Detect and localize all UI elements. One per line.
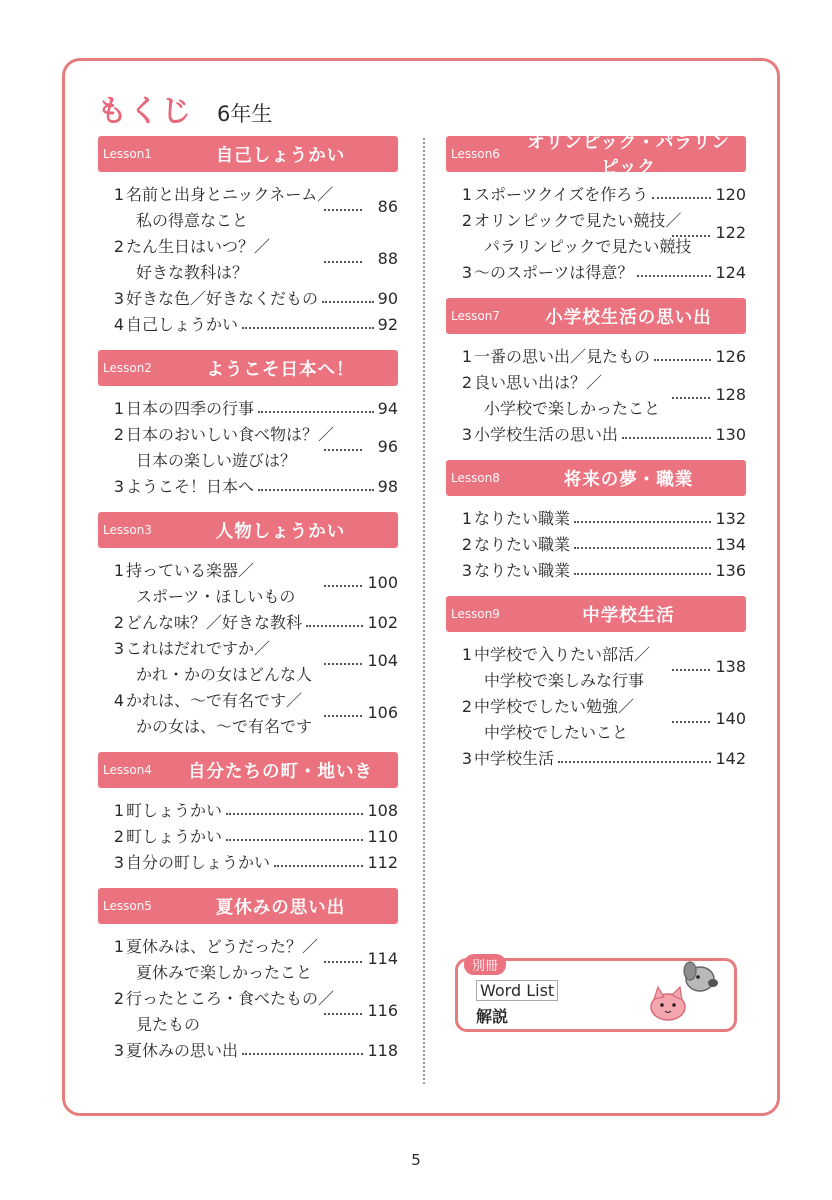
lesson-tag: Lesson5 xyxy=(103,899,152,913)
entry-number: 4 xyxy=(113,691,124,710)
page-header xyxy=(97,86,272,130)
toc-entry[interactable] xyxy=(446,642,746,694)
entry-number: 2 xyxy=(461,697,472,716)
entry-title: 中学校生活 xyxy=(474,749,555,768)
lesson-header xyxy=(98,752,398,788)
entry-title: スポーツクイズを作ろう xyxy=(474,185,649,204)
entry-number: 4 xyxy=(113,315,124,334)
toc-entry[interactable] xyxy=(98,1038,398,1064)
entry-page-number: 112 xyxy=(367,853,398,872)
cat-illustration xyxy=(651,987,685,1020)
entry-subtitle: 私の得意なこと xyxy=(136,211,249,230)
toc-entry[interactable] xyxy=(446,182,746,208)
entry-number: 2 xyxy=(113,613,124,632)
lesson-header xyxy=(446,133,746,178)
entry-page-number: 138 xyxy=(715,657,746,676)
leader-dots xyxy=(226,798,363,815)
dog-illustration xyxy=(684,962,718,991)
lesson-tag: Lesson8 xyxy=(451,471,500,485)
entry-page-number: 104 xyxy=(367,651,398,670)
entry-number: 1 xyxy=(113,185,124,204)
entry-number: 1 xyxy=(113,399,124,418)
entry-title: かれは、～で有名です／ xyxy=(126,691,303,710)
lesson-tag: Lesson7 xyxy=(451,309,500,323)
toc-entry[interactable] xyxy=(446,422,746,448)
toc-entry[interactable] xyxy=(98,934,398,986)
entry-subtitle: 中学校で楽しみな行事 xyxy=(484,671,645,690)
entry-number: 1 xyxy=(113,801,124,820)
toc-entry[interactable] xyxy=(446,344,746,370)
toc-entry[interactable] xyxy=(446,506,746,532)
wordlist-label: Word List xyxy=(476,980,558,1001)
entry-number: 1 xyxy=(113,561,124,580)
animal-illustration xyxy=(638,957,728,1027)
entry-number: 3 xyxy=(461,263,472,282)
entry-labels xyxy=(474,506,570,532)
toc-entry[interactable] xyxy=(98,986,398,1038)
entry-page-number: 130 xyxy=(715,425,746,444)
toc-entry[interactable] xyxy=(446,370,746,422)
entry-number: 1 xyxy=(461,645,472,664)
entry-number: 3 xyxy=(461,749,472,768)
entry-title: どんな味？／好きな教科 xyxy=(126,613,303,632)
entry-page-number: 86 xyxy=(377,197,398,216)
entry-subtitle: 夏休みで楽しかったこと xyxy=(136,963,313,982)
entry-page-number: 126 xyxy=(715,347,746,366)
entry-title: ようこそ！日本へ xyxy=(126,477,255,496)
leader-dots xyxy=(654,344,711,361)
leader-dots xyxy=(324,246,362,263)
entry-subtitle: 中学校でしたいこと xyxy=(484,723,629,742)
entry-title: たん生日はいつ？／ xyxy=(126,237,271,256)
entry-subtitle: 好きな教科は？ xyxy=(136,263,249,282)
entry-labels xyxy=(474,182,648,208)
lesson-header xyxy=(446,596,746,632)
leader-dots xyxy=(324,194,362,211)
toc-entry[interactable] xyxy=(98,850,398,876)
lesson-title: 小学校生活の思い出 xyxy=(545,307,712,328)
entry-number: 3 xyxy=(461,425,472,444)
lesson-title: 人物しょうかい xyxy=(215,521,346,542)
lesson-title: 自分たちの町・地いき xyxy=(188,761,373,782)
column-divider xyxy=(423,138,425,1084)
lesson-tag: Lesson2 xyxy=(103,361,152,375)
toc-entry[interactable] xyxy=(446,208,746,260)
toc-left-column xyxy=(98,136,398,1076)
lesson-header xyxy=(446,460,746,496)
lesson-section xyxy=(98,136,398,338)
entry-title: 自分の町しょうかい xyxy=(126,853,271,872)
entry-title: 名前と出身とニックネーム／ xyxy=(126,185,334,204)
lesson-header xyxy=(446,298,746,334)
entry-labels xyxy=(126,396,254,422)
leader-dots xyxy=(672,382,710,399)
toc-entry[interactable] xyxy=(98,610,398,636)
page-title: もくじ xyxy=(97,94,193,129)
entry-page-number: 108 xyxy=(367,801,398,820)
entry-number: 1 xyxy=(461,509,472,528)
entry-number: 2 xyxy=(113,827,124,846)
entry-title: ～のスポーツは得意？ xyxy=(474,263,634,282)
lesson-header xyxy=(98,512,398,548)
entry-number: 3 xyxy=(113,289,124,308)
entry-title: 町しょうかい xyxy=(126,827,223,846)
entry-title: 良い思い出は？／ xyxy=(474,373,603,392)
lesson-header xyxy=(98,136,398,172)
entry-page-number: 102 xyxy=(367,613,398,632)
leader-dots xyxy=(574,532,711,549)
toc-entry[interactable] xyxy=(98,636,398,688)
entry-number: 2 xyxy=(113,237,124,256)
leader-dots xyxy=(324,648,362,665)
entry-subtitle: かれ・かの女はどんな人 xyxy=(136,665,313,684)
leader-dots xyxy=(672,706,710,723)
entry-title: 夏休みは、どうだった？／ xyxy=(126,937,319,956)
leader-dots xyxy=(274,850,363,867)
entry-number: 2 xyxy=(113,989,124,1008)
leader-dots xyxy=(226,824,363,841)
entry-title: 行ったところ・食べたもの／ xyxy=(126,989,335,1008)
leader-dots xyxy=(242,312,374,329)
entry-title: なりたい職業 xyxy=(474,509,571,528)
entry-labels xyxy=(474,260,633,286)
entry-title: 小学校生活の思い出 xyxy=(474,425,619,444)
entry-labels xyxy=(126,312,238,338)
lesson-header xyxy=(98,350,398,386)
entry-subtitle: 日本の楽しい遊びは？ xyxy=(136,451,297,470)
leader-dots xyxy=(672,654,710,671)
entry-title: 中学校で入りたい部活／ xyxy=(474,645,651,664)
leader-dots xyxy=(324,946,362,963)
entry-page-number: 98 xyxy=(377,477,398,496)
leader-dots xyxy=(574,506,711,523)
entry-title: 好きな色／好きなくだもの xyxy=(126,289,319,308)
toc-entry[interactable] xyxy=(446,558,746,584)
entry-page-number: 114 xyxy=(367,949,398,968)
toc-entry[interactable] xyxy=(98,558,398,610)
entry-page-number: 90 xyxy=(377,289,398,308)
leader-dots xyxy=(652,182,711,199)
lesson-title: 夏休みの思い出 xyxy=(215,897,346,918)
entry-title: 日本のおいしい食べ物は？／ xyxy=(126,425,335,444)
grade-label: 6年生 xyxy=(217,102,273,126)
leader-dots xyxy=(322,286,374,303)
leader-dots xyxy=(622,422,711,439)
entry-labels xyxy=(126,824,222,850)
leader-dots xyxy=(324,434,362,451)
toc-entry[interactable] xyxy=(98,312,398,338)
entry-number: 2 xyxy=(461,535,472,554)
supplement-box xyxy=(455,958,737,1032)
entry-page-number: 96 xyxy=(377,437,398,456)
supplement-tag: 別冊 xyxy=(464,954,506,975)
page-number: 5 xyxy=(411,1151,421,1169)
entry-labels xyxy=(126,474,254,500)
entry-number: 1 xyxy=(461,347,472,366)
entry-number: 2 xyxy=(461,373,472,392)
entry-labels xyxy=(126,798,222,824)
entry-subtitle: 小学校で楽しかったこと xyxy=(484,399,661,418)
toc-entry[interactable] xyxy=(98,182,398,234)
lesson-tag: Lesson4 xyxy=(103,763,152,777)
entry-page-number: 120 xyxy=(715,185,746,204)
entry-title: 持っている楽器／ xyxy=(126,561,255,580)
entry-page-number: 94 xyxy=(377,399,398,418)
entry-number: 3 xyxy=(113,853,124,872)
toc-entry[interactable] xyxy=(446,694,746,746)
entry-page-number: 136 xyxy=(715,561,746,580)
entry-page-number: 132 xyxy=(715,509,746,528)
lesson-section xyxy=(446,298,746,448)
entry-labels xyxy=(126,610,302,636)
entry-page-number: 122 xyxy=(715,223,746,242)
entry-page-number: 92 xyxy=(377,315,398,334)
entry-page-number: 124 xyxy=(715,263,746,282)
leader-dots xyxy=(324,700,362,717)
toc-right-column xyxy=(446,133,746,784)
supplement-item-commentary: 解説 xyxy=(476,1007,509,1026)
leader-dots xyxy=(324,570,362,587)
toc-entry[interactable] xyxy=(98,422,398,474)
entry-number: 2 xyxy=(461,211,472,230)
toc-entry[interactable] xyxy=(446,746,746,772)
toc-entry[interactable] xyxy=(98,474,398,500)
lesson-title: 自己しょうかい xyxy=(215,145,346,166)
entry-title: 日本の四季の行事 xyxy=(126,399,255,418)
entry-number: 1 xyxy=(113,937,124,956)
lesson-title: 中学校生活 xyxy=(582,605,675,626)
entry-number: 3 xyxy=(113,1041,124,1060)
lesson-title: 将来の夢・職業 xyxy=(563,469,694,490)
lesson-section xyxy=(446,133,746,286)
entry-labels xyxy=(126,1038,238,1064)
entry-page-number: 88 xyxy=(377,249,398,268)
entry-page-number: 116 xyxy=(367,1001,398,1020)
toc-entry[interactable] xyxy=(98,286,398,312)
entry-labels xyxy=(474,344,650,370)
lesson-title: オリンピック・パラリンピック xyxy=(527,133,730,178)
leader-dots xyxy=(574,558,711,575)
entry-title: 自己しょうかい xyxy=(126,315,239,334)
entry-subtitle: 見たもの xyxy=(136,1015,201,1034)
toc-entry[interactable] xyxy=(446,532,746,558)
entry-number: 3 xyxy=(113,639,124,658)
entry-labels xyxy=(126,850,270,876)
entry-subtitle: スポーツ・ほしいもの xyxy=(136,587,296,606)
toc-entry[interactable] xyxy=(98,798,398,824)
lesson-section xyxy=(446,596,746,772)
entry-labels xyxy=(126,286,318,312)
toc-entry[interactable] xyxy=(98,824,398,850)
entry-labels xyxy=(474,558,570,584)
toc-entry[interactable] xyxy=(98,688,398,740)
leader-dots xyxy=(324,998,362,1015)
entry-page-number: 128 xyxy=(715,385,746,404)
entry-labels xyxy=(474,746,554,772)
entry-number: 3 xyxy=(113,477,124,496)
entry-page-number: 100 xyxy=(367,573,398,592)
supplement-item-wordlist xyxy=(476,981,558,1000)
entry-title: なりたい職業 xyxy=(474,561,571,580)
entry-page-number: 140 xyxy=(715,709,746,728)
leader-dots xyxy=(637,260,711,277)
leader-dots xyxy=(558,746,711,763)
entry-title: 町しょうかい xyxy=(126,801,223,820)
lesson-tag: Lesson1 xyxy=(103,147,152,161)
toc-entry[interactable] xyxy=(98,396,398,422)
entry-page-number: 142 xyxy=(715,749,746,768)
entry-number: 3 xyxy=(461,561,472,580)
entry-title: 中学校でしたい勉強／ xyxy=(474,697,635,716)
toc-entry[interactable] xyxy=(446,260,746,286)
lesson-section xyxy=(98,752,398,876)
lesson-tag: Lesson6 xyxy=(451,147,500,161)
leader-dots xyxy=(258,396,374,413)
lesson-section xyxy=(98,350,398,500)
entry-labels xyxy=(474,532,570,558)
entry-page-number: 134 xyxy=(715,535,746,554)
lesson-title: ようこそ日本へ！ xyxy=(206,359,355,380)
lesson-section xyxy=(98,512,398,740)
entry-title: 一番の思い出／見たもの xyxy=(474,347,651,366)
leader-dots xyxy=(242,1038,363,1055)
toc-entry[interactable] xyxy=(98,234,398,286)
lesson-header xyxy=(98,888,398,924)
entry-title: なりたい職業 xyxy=(474,535,571,554)
lesson-tag: Lesson9 xyxy=(451,607,500,621)
entry-number: 1 xyxy=(461,185,472,204)
lesson-section xyxy=(446,460,746,584)
entry-page-number: 110 xyxy=(367,827,398,846)
lesson-section xyxy=(98,888,398,1064)
entry-title: これはだれですか／ xyxy=(126,639,271,658)
entry-page-number: 118 xyxy=(367,1041,398,1060)
entry-subtitle: パラリンピックで見たい競技 xyxy=(484,237,692,256)
lesson-tag: Lesson3 xyxy=(103,523,152,537)
leader-dots xyxy=(672,220,710,237)
entry-number: 2 xyxy=(113,425,124,444)
entry-title: 夏休みの思い出 xyxy=(126,1041,239,1060)
entry-title: オリンピックで見たい競技／ xyxy=(474,211,682,230)
leader-dots xyxy=(306,610,363,627)
entry-labels xyxy=(474,422,618,448)
entry-page-number: 106 xyxy=(367,703,398,722)
entry-subtitle: かの女は、～で有名です xyxy=(136,717,313,736)
leader-dots xyxy=(258,474,374,491)
